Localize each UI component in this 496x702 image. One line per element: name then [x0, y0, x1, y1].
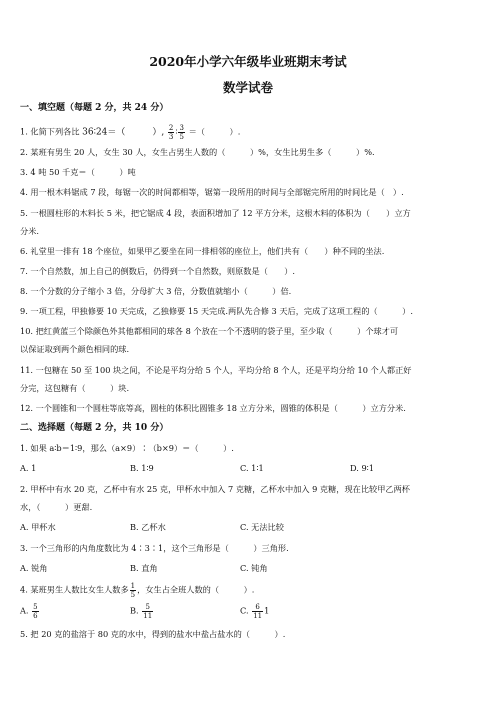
- s1-q1-frac1: $\frac{2}{3}$: [168, 124, 174, 141]
- s1-q1-colon: ∶: [175, 126, 178, 137]
- s1-q4: 4. 用一根木料锯成 7 段，每锯一次的时间都相等，锯第一段所用的时间与全部锯完所用的时间比是（ ）.: [20, 187, 404, 197]
- s2-q4-option-a[interactable]: A. $\frac{5}{6}$: [20, 603, 38, 620]
- exam-title: 2020年小学六年级毕业班期末考试: [149, 54, 347, 69]
- s2-q4: [20, 582, 482, 599]
- s2-q1: 1. 如果 a∶b＝1∶9，那么（a×9）∶（b×9）＝（ ）.: [20, 443, 234, 453]
- s2-q3-option-c[interactable]: C. 钝角: [240, 563, 268, 573]
- s1-q5-line1: 5. 一根圆柱形的木料长 5 米，把它锯成 4 段，表面积增加了 12 平方分米，这根木料的体积为（ ）立方: [20, 208, 411, 218]
- s2-q2-line1: 2. 甲杯中有水 20 克，乙杯中有水 25 克，甲杯水中加入 7 克糖，乙杯水中加入 9 克糖，现在比较甲乙两杯: [20, 484, 410, 494]
- s2-q4-tail: ，女生占全班人数的（ ）.: [137, 584, 255, 595]
- s1-q11-line1: 11. 一包糖在 50 至 100 块之间，不论是平均分给 5 个人，平均分给 8 个人，还是平均分给 10 个人都正好: [20, 365, 412, 375]
- s1-q10-line2: 以保证取到两个颜色相同的球.: [20, 344, 130, 354]
- s1-q9: 9. 一项工程，甲独修要 10 天完成，乙独修要 15 天完成.两队先合修 3 天后，完成了这项工程的（ ）.: [20, 306, 413, 316]
- s1-q1-text: 1. 化简下列各比: [20, 126, 80, 137]
- s2-q2-option-a[interactable]: A. 甲杯水: [20, 522, 56, 532]
- s2-q3: 3. 一个三角形的内角度数比为 4∶3∶1，这个三角形是（ ）三角形.: [20, 543, 289, 553]
- s2-q2-line2: 水，（ ）更甜.: [20, 502, 93, 512]
- s1-q1: [20, 124, 482, 141]
- s2-q4-option-b[interactable]: B. $\frac{5}{11}$: [130, 603, 153, 620]
- s1-q3: 3. 4 吨 50 千克＝（ ）吨: [20, 167, 136, 177]
- s1-q2: 2. 某班有男生 20 人，女生 30 人，女生占男生人数的（ ）%，女生比男生多（ ）%.: [20, 147, 375, 157]
- s1-q8: 8. 一个分数的分子缩小 3 倍，分母扩大 3 倍，分数值就缩小（ ）倍.: [20, 286, 292, 296]
- section2-header: 二、选择题（每题 2 分，共 10 分）: [20, 423, 169, 433]
- s1-q1-expr: 36∶24＝（ ）,: [82, 127, 165, 138]
- s2-q4-option-c[interactable]: C. $\frac{6}{11}$ 1: [240, 603, 270, 620]
- s1-q7: 7. 一个自然数，加上自己的倒数后，仍得到一个自然数，则原数是（ ）.: [20, 266, 296, 276]
- s2-q4-text: 4. 某班男生人数比女生人数多: [20, 584, 129, 595]
- s1-q1-frac2: $\frac{3}{5}$: [179, 124, 184, 141]
- s1-q10-line1: 10. 把红黄蓝三个除颜色外其他都相同的球各 8 个放在一个不透明的袋子里，至少取（ ）个球才可: [20, 326, 399, 336]
- s2-q3-option-b[interactable]: B. 直角: [130, 563, 158, 573]
- s2-q2-option-c[interactable]: C. 无法比较: [240, 522, 284, 532]
- s1-q6: 6. 礼堂里一排有 18 个座位，如果甲乙要坐在同一排相邻的座位上，他们共有（ ）种不同的坐法.: [20, 246, 385, 256]
- s2-q5: 5. 把 20 克的盐溶于 80 克的水中，得到的盐水中盐占盐水的（ ）.: [20, 629, 286, 639]
- s2-q1-option-b[interactable]: B. 1∶9: [130, 463, 154, 473]
- s2-q3-option-a[interactable]: A. 锐角: [20, 563, 48, 573]
- s2-q4-frac: $\frac{1}{5}$: [130, 582, 136, 599]
- section1-header: 一、填空题（每题 2 分，共 24 分）: [20, 103, 169, 113]
- s1-q5-line2: 分米.: [20, 226, 39, 236]
- s1-q1-tail: ＝（ ）.: [188, 126, 241, 137]
- s1-q12: 12. 一个圆锥和一个圆柱等底等高，圆柱的体积比圆锥多 18 立方分米，圆锥的体积是（ ）立方分米.: [20, 403, 406, 413]
- exam-subject: 数学试卷: [222, 80, 273, 95]
- s2-q1-option-a[interactable]: A. 1: [20, 463, 37, 473]
- s2-q1-option-d[interactable]: D. 9∶1: [350, 463, 375, 473]
- s2-q2-option-b[interactable]: B. 乙杯水: [130, 522, 166, 532]
- s2-q1-option-c[interactable]: C. 1∶1: [240, 463, 264, 473]
- s1-q11-line2: 分完，这包糖有（ ）块.: [20, 383, 130, 393]
